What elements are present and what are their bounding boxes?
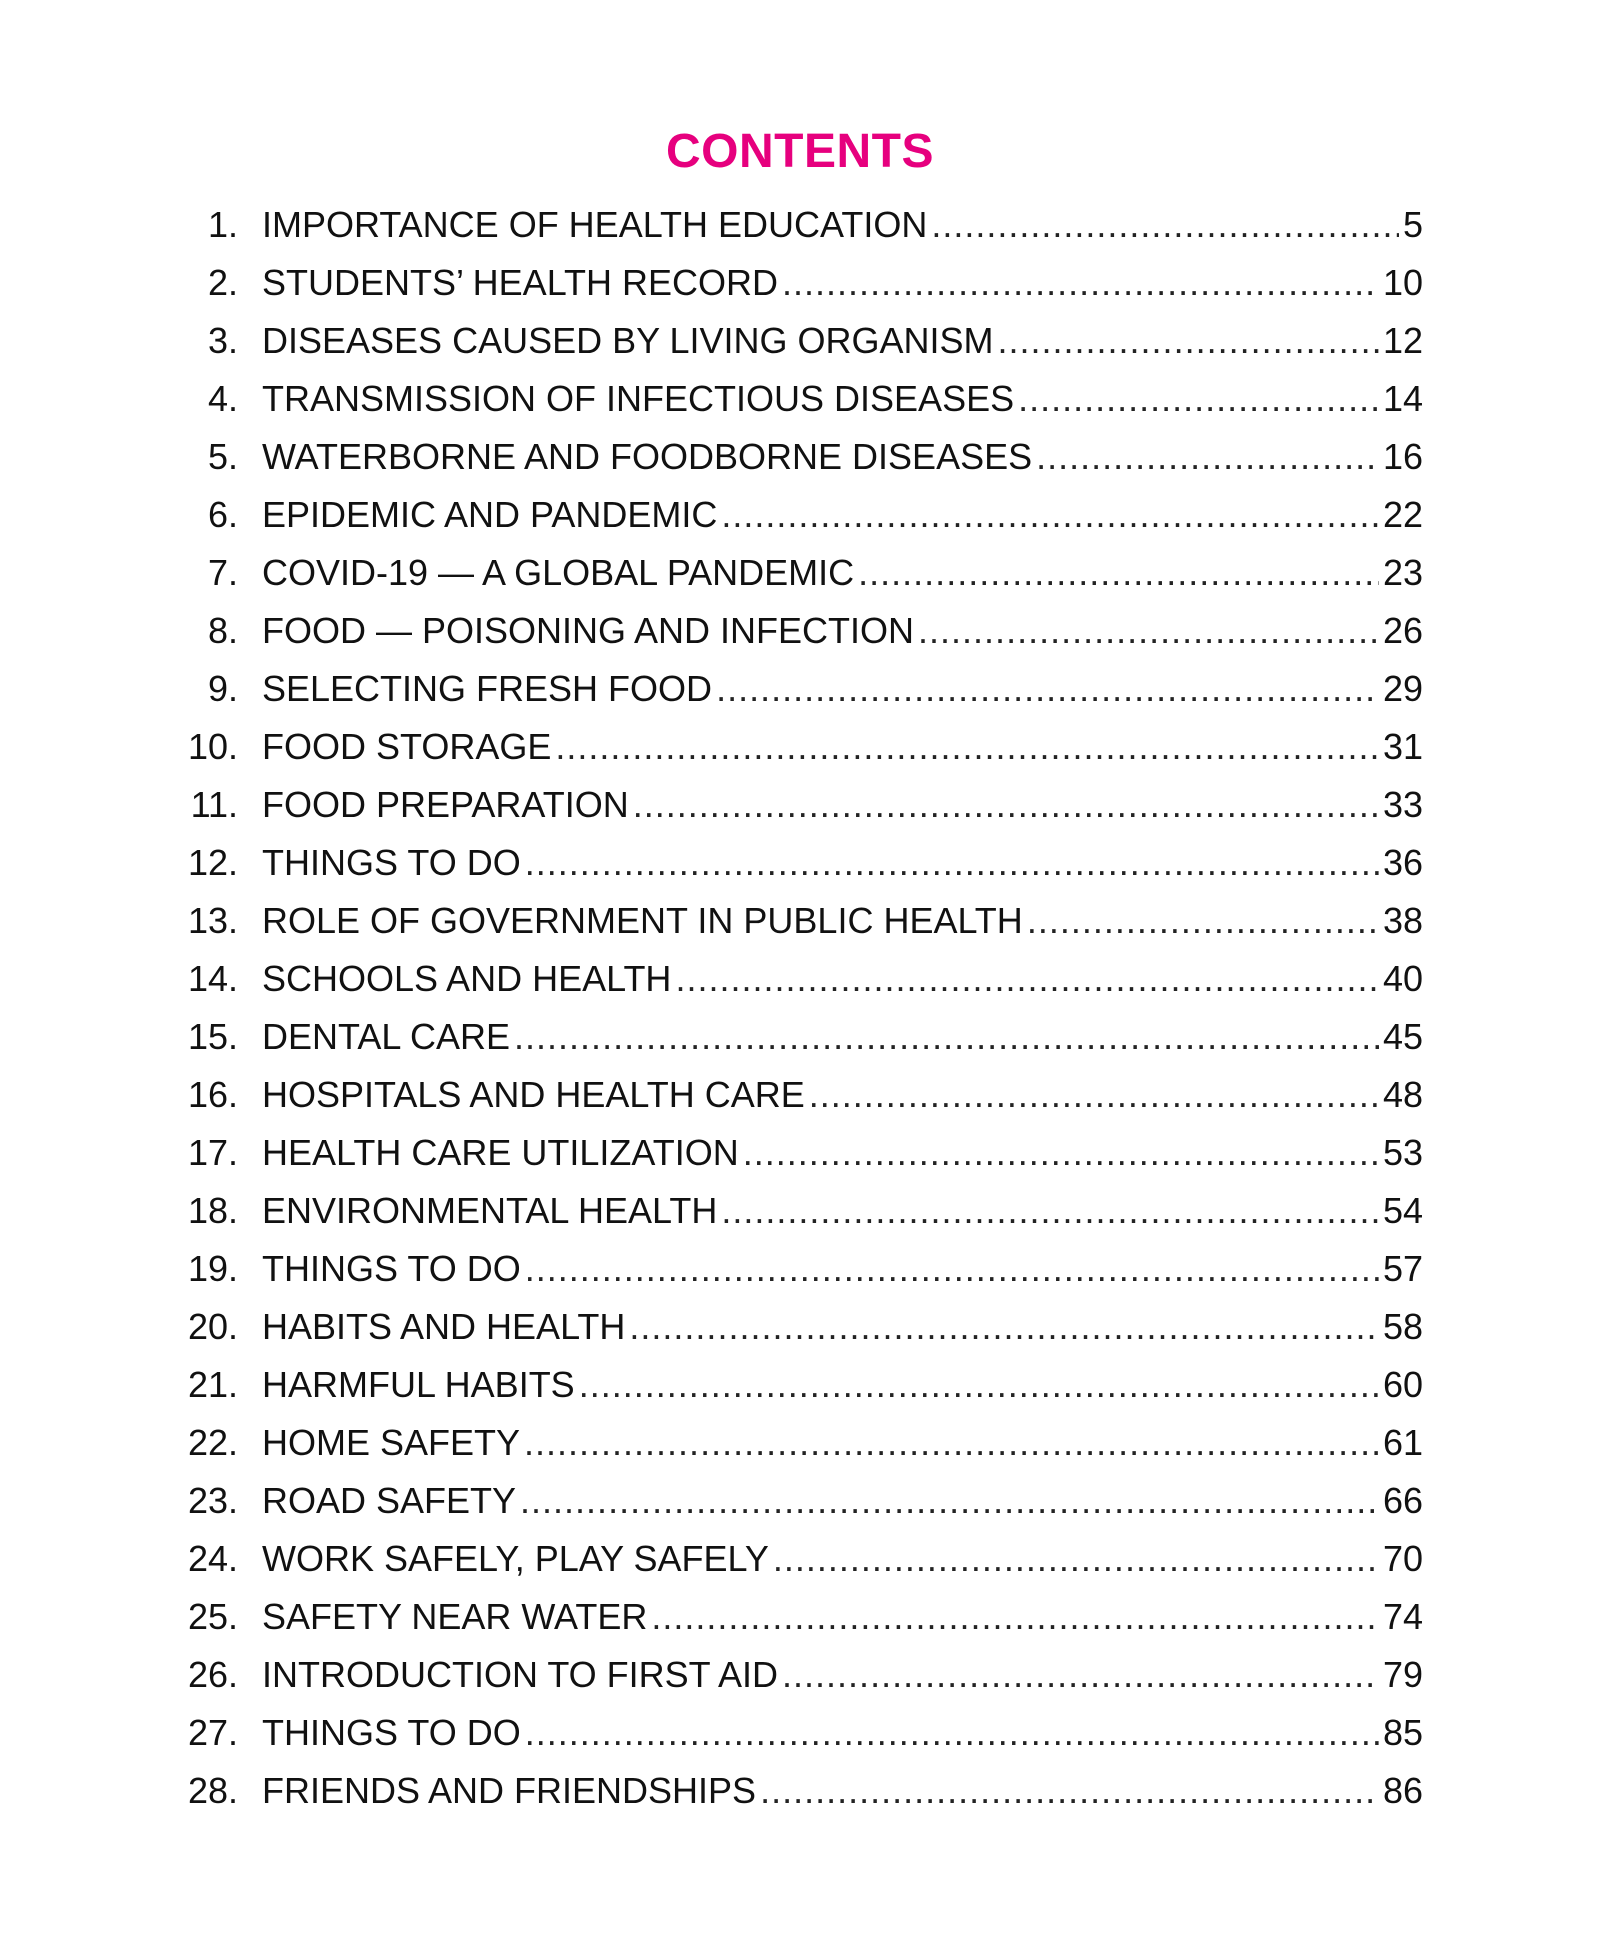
toc-entry: [180, 1182, 1423, 1240]
toc-entry-number: 18.: [187, 1190, 238, 1231]
toc-entry-page-number: 36: [1382, 842, 1423, 883]
toc-dot-leader: [579, 1356, 1379, 1414]
toc-entry-number: 1.: [207, 204, 238, 245]
toc-entry-page-number: 12: [1382, 320, 1423, 361]
toc-entry-number: 27.: [187, 1712, 238, 1753]
toc-entry-title: FOOD STORAGE: [262, 726, 552, 767]
toc-entry-number: 21.: [187, 1364, 238, 1405]
toc-entry: [180, 1124, 1423, 1182]
toc-entry: [180, 950, 1423, 1008]
toc-entry-title: FRIENDS AND FRIENDSHIPS: [262, 1770, 757, 1811]
toc-entry: [180, 660, 1423, 718]
toc-dot-leader: [716, 660, 1379, 718]
toc-entry-title: HEALTH CARE UTILIZATION: [262, 1132, 739, 1173]
toc-entry-title: DISEASES CAUSED BY LIVING ORGANISM: [262, 320, 994, 361]
toc-dot-leader: [633, 776, 1379, 834]
toc-entry-page-number: 23: [1382, 552, 1423, 593]
toc-dot-leader: [1018, 370, 1379, 428]
toc-entry: [180, 834, 1423, 892]
toc-entry: [180, 1066, 1423, 1124]
toc-entry-number: 20.: [187, 1306, 238, 1347]
toc-entry: [180, 1472, 1423, 1530]
toc-entry-title: ENVIRONMENTAL HEALTH: [262, 1190, 718, 1231]
toc-entry-page-number: 54: [1382, 1190, 1423, 1231]
toc-dot-leader: [514, 1008, 1379, 1066]
toc-entry-title: INTRODUCTION TO FIRST AID: [262, 1654, 779, 1695]
toc-entry: [180, 1414, 1423, 1472]
toc-entry: [180, 312, 1423, 370]
toc-entry-number: 16.: [187, 1074, 238, 1115]
toc-entry-number: 12.: [187, 842, 238, 883]
toc-entry: [180, 1356, 1423, 1414]
toc-dot-leader: [773, 1530, 1379, 1588]
toc-entry-number: 8.: [207, 610, 238, 651]
toc-entry: [180, 428, 1423, 486]
toc-entry: [180, 1762, 1423, 1820]
toc-entry: [180, 1008, 1423, 1066]
toc-entry-page-number: 86: [1382, 1770, 1423, 1811]
toc-entry-page-number: 57: [1382, 1248, 1423, 1289]
toc-entry-title: THINGS TO DO: [262, 842, 521, 883]
toc-dot-leader: [651, 1588, 1379, 1646]
toc-entry-title: THINGS TO DO: [262, 1712, 521, 1753]
toc-entry-title: SCHOOLS AND HEALTH: [262, 958, 672, 999]
toc-entry-title: SELECTING FRESH FOOD: [262, 668, 713, 709]
toc-dot-leader: [555, 718, 1379, 776]
toc-entry-number: 17.: [187, 1132, 238, 1173]
toc-dot-leader: [782, 254, 1379, 312]
toc-dot-leader: [782, 1646, 1379, 1704]
toc-entry-page-number: 53: [1382, 1132, 1423, 1173]
table-of-contents: [180, 196, 1423, 1820]
toc-entry-title: EPIDEMIC AND PANDEMIC: [262, 494, 718, 535]
toc-entry-number: 4.: [207, 378, 238, 419]
toc-entry-title: HOSPITALS AND HEALTH CARE: [262, 1074, 805, 1115]
toc-entry-page-number: 58: [1382, 1306, 1423, 1347]
toc-entry: [180, 544, 1423, 602]
toc-dot-leader: [525, 1240, 1379, 1298]
toc-entry-page-number: 14: [1382, 378, 1423, 419]
toc-entry: [180, 370, 1423, 428]
toc-entry-page-number: 66: [1382, 1480, 1423, 1521]
toc-entry-title: STUDENTS’ HEALTH RECORD: [262, 262, 779, 303]
toc-entry-number: 15.: [187, 1016, 238, 1057]
toc-entry-page-number: 10: [1382, 262, 1423, 303]
toc-entry-title: HABITS AND HEALTH: [262, 1306, 626, 1347]
toc-dot-leader: [629, 1298, 1379, 1356]
toc-entry: [180, 254, 1423, 312]
toc-dot-leader: [858, 544, 1379, 602]
toc-entry-page-number: 22: [1382, 494, 1423, 535]
toc-entry-page-number: 33: [1382, 784, 1423, 825]
toc-entry: [180, 718, 1423, 776]
toc-dot-leader: [931, 196, 1399, 254]
toc-dot-leader: [809, 1066, 1379, 1124]
toc-entry-title: ROAD SAFETY: [262, 1480, 517, 1521]
toc-entry-title: TRANSMISSION OF INFECTIOUS DISEASES: [262, 378, 1015, 419]
toc-dot-leader: [524, 1414, 1379, 1472]
toc-entry-page-number: 70: [1382, 1538, 1423, 1579]
toc-entry-number: 19.: [187, 1248, 238, 1289]
toc-entry-number: 11.: [190, 784, 238, 825]
toc-entry-number: 25.: [187, 1596, 238, 1637]
toc-entry: [180, 1240, 1423, 1298]
toc-entry: [180, 1530, 1423, 1588]
toc-entry: [180, 1646, 1423, 1704]
toc-entry: [180, 196, 1423, 254]
toc-entry-title: COVID-19 — A GLOBAL PANDEMIC: [262, 552, 855, 593]
toc-entry-number: 14.: [187, 958, 238, 999]
toc-dot-leader: [520, 1472, 1379, 1530]
toc-entry-number: 6.: [207, 494, 238, 535]
toc-entry-number: 24.: [187, 1538, 238, 1579]
toc-entry-page-number: 79: [1382, 1654, 1423, 1695]
toc-entry-page-number: 60: [1382, 1364, 1423, 1405]
toc-entry-title: FOOD PREPARATION: [262, 784, 629, 825]
toc-entry-number: 13.: [187, 900, 238, 941]
toc-entry-title: SAFETY NEAR WATER: [262, 1596, 648, 1637]
toc-entry-page-number: 16: [1382, 436, 1423, 477]
toc-entry-number: 23.: [187, 1480, 238, 1521]
toc-entry-number: 5.: [207, 436, 238, 477]
toc-dot-leader: [675, 950, 1379, 1008]
toc-entry-page-number: 74: [1382, 1596, 1423, 1637]
toc-entry-number: 2.: [207, 262, 238, 303]
toc-dot-leader: [760, 1762, 1379, 1820]
toc-entry-page-number: 45: [1382, 1016, 1423, 1057]
toc-entry: [180, 1298, 1423, 1356]
toc-entry-number: 10.: [187, 726, 238, 767]
toc-entry-page-number: 40: [1382, 958, 1423, 999]
toc-entry-title: IMPORTANCE OF HEALTH EDUCATION: [262, 204, 928, 245]
toc-dot-leader: [1027, 892, 1379, 950]
toc-entry-number: 3.: [207, 320, 238, 361]
toc-dot-leader: [721, 486, 1379, 544]
toc-dot-leader: [743, 1124, 1379, 1182]
toc-entry: [180, 602, 1423, 660]
toc-entry-title: ROLE OF GOVERNMENT IN PUBLIC HEALTH: [262, 900, 1023, 941]
toc-entry: [180, 776, 1423, 834]
toc-entry-title: DENTAL CARE: [262, 1016, 511, 1057]
toc-entry-page-number: 85: [1382, 1712, 1423, 1753]
toc-entry-title: HARMFUL HABITS: [262, 1364, 575, 1405]
toc-dot-leader: [525, 1704, 1379, 1762]
toc-entry-page-number: 31: [1382, 726, 1423, 767]
toc-dot-leader: [525, 834, 1379, 892]
toc-entry-number: 26.: [187, 1654, 238, 1695]
toc-dot-leader: [721, 1182, 1379, 1240]
toc-entry-number: 9.: [207, 668, 238, 709]
toc-entry-title: WATERBORNE AND FOODBORNE DISEASES: [262, 436, 1033, 477]
toc-entry-title: HOME SAFETY: [262, 1422, 521, 1463]
toc-entry-page-number: 5: [1402, 204, 1423, 245]
toc-entry-page-number: 29: [1382, 668, 1423, 709]
toc-dot-leader: [918, 602, 1379, 660]
page-title: CONTENTS: [666, 125, 934, 178]
toc-dot-leader: [1036, 428, 1379, 486]
toc-entry: [180, 1588, 1423, 1646]
toc-entry: [180, 1704, 1423, 1762]
toc-entry-title: FOOD — POISONING AND INFECTION: [262, 610, 915, 651]
toc-entry: [180, 486, 1423, 544]
toc-entry: [180, 892, 1423, 950]
toc-entry-number: 28.: [187, 1770, 238, 1811]
toc-entry-number: 22.: [187, 1422, 238, 1463]
toc-entry-title: WORK SAFELY, PLAY SAFELY: [262, 1538, 769, 1579]
toc-entry-page-number: 48: [1382, 1074, 1423, 1115]
toc-entry-page-number: 38: [1382, 900, 1423, 941]
toc-entry-title: THINGS TO DO: [262, 1248, 521, 1289]
toc-dot-leader: [998, 312, 1379, 370]
toc-entry-page-number: 26: [1382, 610, 1423, 651]
toc-entry-page-number: 61: [1382, 1422, 1423, 1463]
toc-entry-number: 7.: [207, 552, 238, 593]
